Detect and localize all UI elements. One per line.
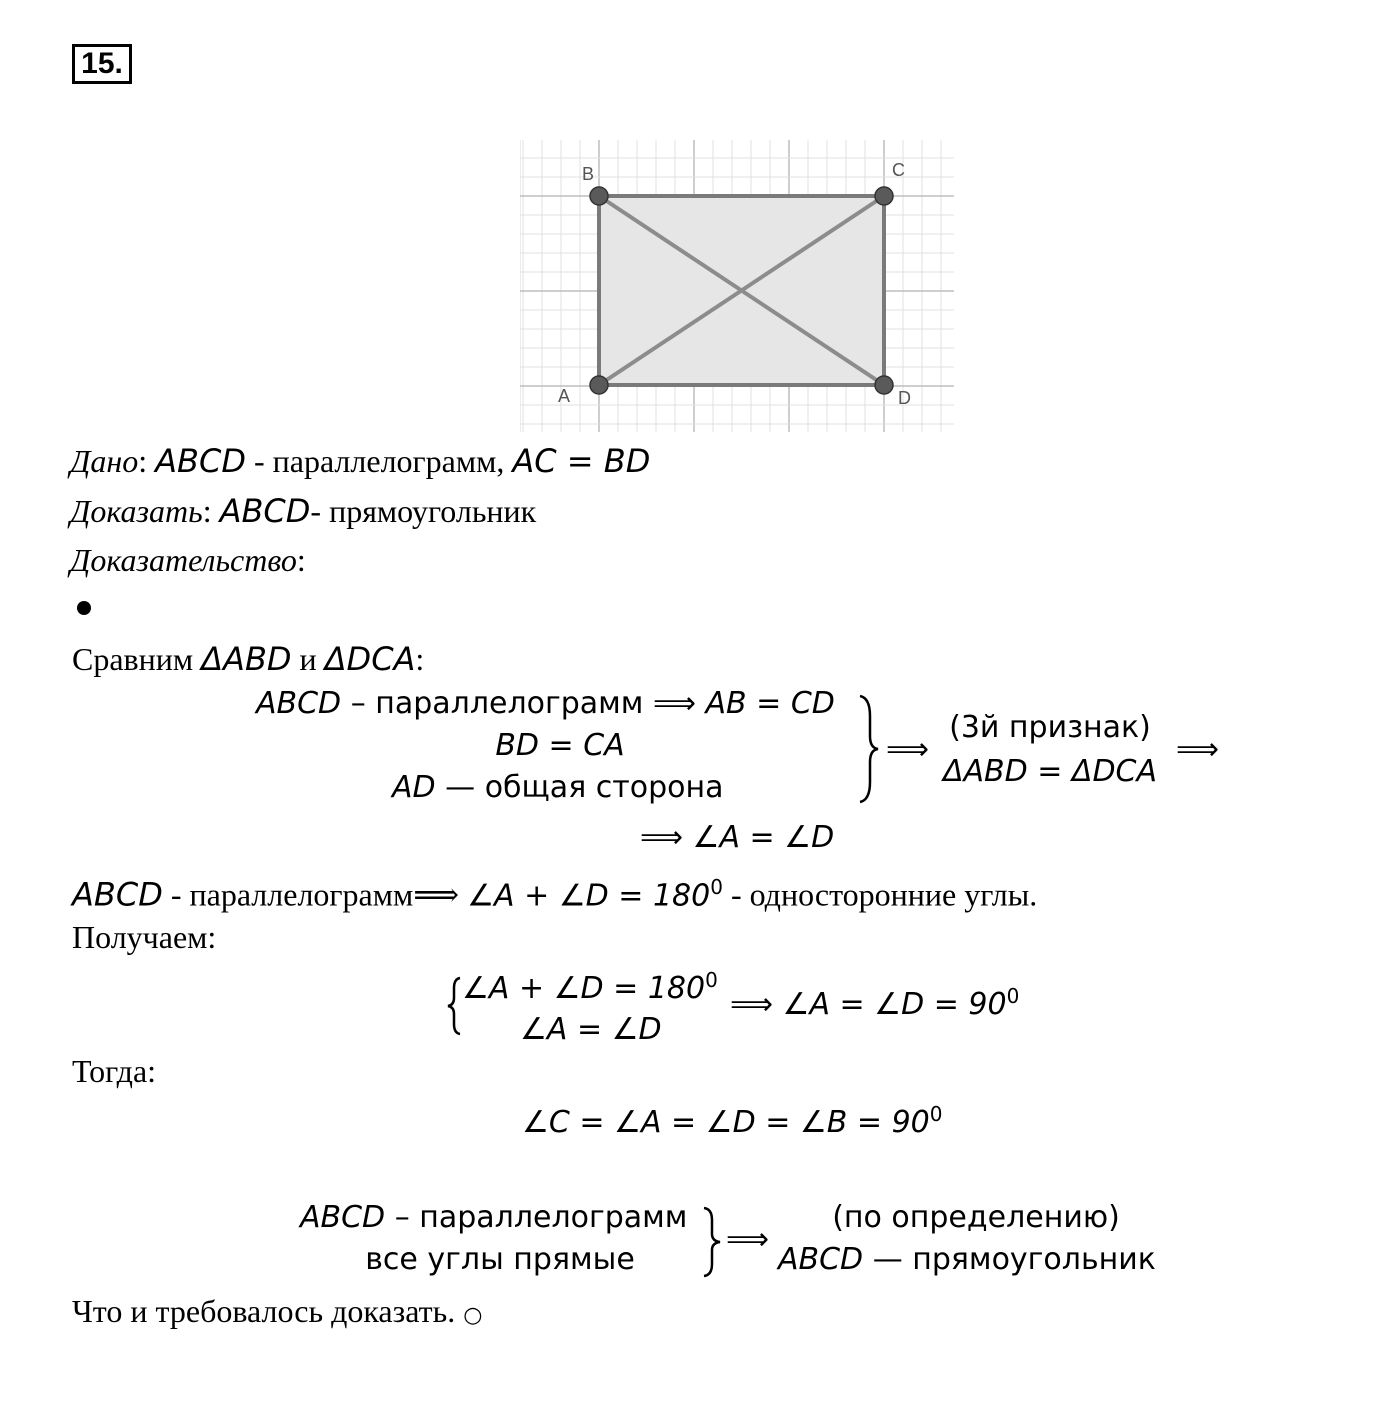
triangle-dca: ΔDCA [324,640,416,678]
problem-number: 15. [72,44,132,84]
system3-result-text: — прямоугольник [863,1242,1156,1277]
right-brace-3 [702,1206,722,1278]
angles-sum-expr: ∠A + ∠D = 180 [467,878,711,914]
triangle-abd: ΔABD [201,640,292,678]
system2-result-expr: ⟹ ∠A = ∠D = 90 [730,987,1007,1022]
right-brace-1 [858,694,880,804]
system3-result [778,1242,1156,1277]
system2-line1-sup: 0 [705,968,718,992]
compare-colon: : [415,641,425,677]
system3-line1 [300,1200,687,1235]
system1-line3-text: — общая сторона [435,770,724,805]
system1-line1 [256,686,835,721]
system1-line1-math: ABCD [256,686,342,721]
system3-arrow: ⟹ [726,1222,770,1257]
system2-result-sup: 0 [1006,984,1020,1008]
system3-line2: все углы прямые [365,1242,635,1277]
given-equality: AC = BD [512,442,651,480]
system1-line2: BD = CA [495,728,625,763]
point-b [590,187,608,205]
all-angles-expr: ∠C = ∠A = ∠D = ∠B = 90 [522,1105,930,1140]
qed-line [72,1292,482,1335]
given-line: Дано: ABCD - параллелограмм, AC = BD [70,442,651,480]
bullet-icon [77,601,91,615]
given-math: ABCD [155,442,246,480]
point-a [590,376,608,394]
angles-sum-text: - параллелограмм⟹ [162,876,468,913]
system1-arrow: ⟹ [886,732,930,767]
proof-colon: : [296,542,306,578]
system2-line1-expr: ∠A + ∠D = 180 [462,971,706,1006]
label-a: A [558,386,571,406]
label-b: B [582,164,595,184]
prove-line: Доказать: ABCD- прямоугольник [70,492,537,530]
system1-conclusion: ⟹ ∠A = ∠D [640,820,835,855]
angles-sum-sup: 0 [710,875,723,899]
angles-sum-math: ABCD [72,875,163,914]
angles-sum-tail: - односторонние углы. [722,876,1038,913]
system2-line1 [462,968,718,1006]
rectangle-figure [520,140,954,432]
point-c [875,187,893,205]
prove-text: - прямоугольник [310,493,537,529]
left-brace-2 [446,976,462,1036]
qed-mark: ○ [463,1303,483,1328]
qed-text: Что и требовалось доказать. [72,1293,464,1329]
system1-reason: (3й признак) [949,710,1151,745]
then-line: Тогда: [72,1053,157,1089]
compare-mid: и [291,641,325,677]
system3-reason: (по определению) [832,1200,1120,1235]
label-c: C [892,160,905,180]
system2-result [730,984,1019,1022]
system1-arrow2: ⟹ [1176,732,1220,767]
system3-line1-math: ABCD [300,1200,386,1235]
system3-line1-text: – параллелограмм [385,1200,688,1235]
obtain-line: Получаем: [72,919,217,955]
prove-label: Доказать [70,493,203,529]
system2-line2: ∠A = ∠D [520,1012,662,1047]
compare-line [72,640,424,678]
system3-result-math: ABCD [778,1242,864,1277]
system1-line3-math: AD [392,770,436,805]
point-d [875,376,893,394]
system1-line3 [392,770,724,805]
proof-label: Доказательство [70,542,297,578]
system1-line1-text: – параллелограмм ⟹ [341,686,706,721]
all-angles-line [522,1102,942,1140]
proof-heading [70,541,306,579]
all-angles-sup: 0 [929,1102,943,1126]
angles-sum-line [72,868,1037,916]
compare-prefix: Сравним [72,641,202,677]
given-text: - параллелограмм, [245,443,513,479]
prove-math: ABCD [219,492,311,530]
label-d: D [898,388,911,408]
given-label: Дано [70,443,139,479]
system1-line1-equality: AB = CD [705,686,835,721]
system1-result: ΔABD = ΔDCA [942,754,1158,789]
